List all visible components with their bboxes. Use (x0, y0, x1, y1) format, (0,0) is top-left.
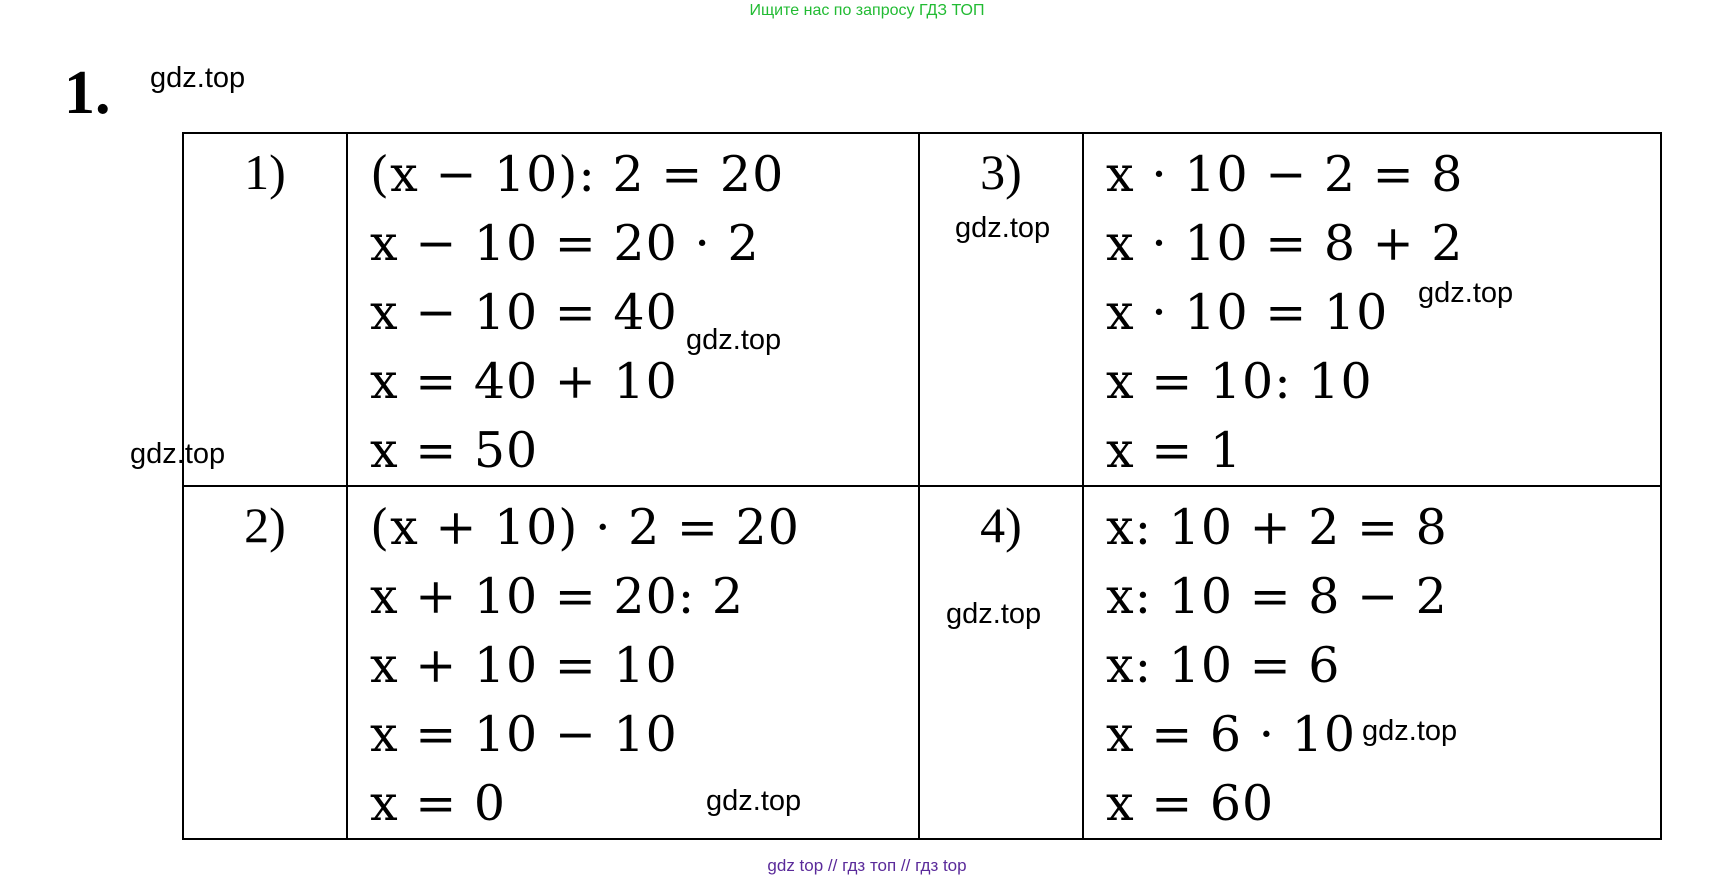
equation-line: x = 0 (370, 775, 507, 832)
solution-cell (1083, 486, 1661, 839)
equation-line: x: 10 = 6 (1106, 637, 1341, 694)
equation-list (1084, 487, 1660, 838)
problem-label: 4) (980, 497, 1022, 553)
equation-line: x = 40 + 10 (370, 353, 678, 410)
table-row (183, 133, 1661, 486)
site-banner: Ищите нас по запросу ГДЗ ТОП (749, 2, 985, 19)
equation-line: x − 10 = 20 · 2 (370, 215, 760, 272)
equation-line: x · 10 = 8 + 2 (1106, 215, 1464, 272)
problem-label: 2) (244, 497, 286, 553)
equation-line: (x − 10): 2 = 20 (370, 146, 785, 203)
task-number: 1. (64, 59, 111, 127)
equation-line: x · 10 = 10 (1106, 284, 1389, 341)
problem-label: 1) (244, 144, 286, 200)
equation-line: x = 50 (370, 422, 539, 479)
watermark: gdz.top (1418, 277, 1514, 309)
equation-line: (x + 10) · 2 = 20 (370, 499, 800, 556)
equation-line: x + 10 = 10 (370, 637, 678, 694)
solution-cell (1083, 133, 1661, 486)
site-footer: gdz top // гдз топ // гдз top (767, 856, 967, 875)
equation-line: x = 6 · 10 (1106, 706, 1357, 763)
watermark: gdz.top (130, 438, 226, 470)
equation-list (1084, 134, 1660, 485)
equation-line: x = 10: 10 (1106, 353, 1373, 410)
table-row (183, 486, 1661, 839)
watermark: gdz.top (1362, 715, 1458, 747)
problem-number-cell (183, 486, 347, 839)
problem-number-cell (919, 133, 1083, 486)
watermark: gdz.top (955, 212, 1051, 244)
problem-label: 3) (980, 144, 1022, 200)
equation-line: x = 10 − 10 (370, 706, 678, 763)
equation-line: x: 10 = 8 − 2 (1106, 568, 1448, 625)
equation-line: x = 60 (1106, 775, 1275, 832)
equation-line: x · 10 − 2 = 8 (1106, 146, 1464, 203)
solution-cell (347, 486, 919, 839)
watermark: gdz.top (150, 62, 246, 94)
equation-list (348, 487, 918, 838)
equation-line: x − 10 = 40 (370, 284, 678, 341)
watermark: gdz.top (706, 785, 802, 817)
equation-list (348, 134, 918, 485)
problem-number-cell (183, 133, 347, 486)
problem-number-cell (919, 486, 1083, 839)
watermark: gdz.top (946, 598, 1042, 630)
equation-line: x + 10 = 20: 2 (370, 568, 745, 625)
equation-line: x = 1 (1106, 422, 1243, 479)
equation-line: x: 10 + 2 = 8 (1106, 499, 1448, 556)
solution-cell (347, 133, 919, 486)
watermark: gdz.top (686, 324, 782, 356)
